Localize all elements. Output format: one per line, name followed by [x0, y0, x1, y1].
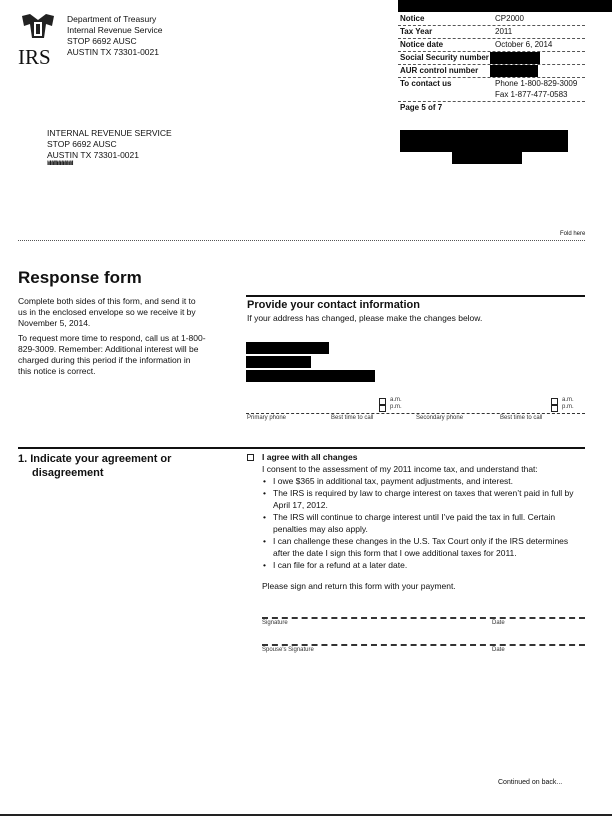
am-checkbox[interactable]: [379, 398, 386, 405]
section-divider: [18, 447, 585, 449]
page-number: Page 5 of 7: [400, 103, 443, 112]
list-item: • I can challenge these changes in the U.S. Tax Court only if the IRS determines after the date I sign this form that I owe additional taxes for 2011.: [262, 535, 587, 559]
continued-note: Continued on back...: [498, 779, 563, 786]
secondary-phone-label: Secondary phone: [416, 415, 464, 421]
signature-label: Signature: [262, 620, 288, 626]
am-label: a.m.: [390, 397, 402, 403]
fold-label: Fold here: [560, 231, 586, 237]
primary-phone-label: Primary phone: [247, 415, 287, 421]
list-item: • I can file for a refund at a later date.: [262, 559, 587, 571]
redacted-address[interactable]: [246, 356, 311, 368]
date-label: Date: [492, 647, 505, 653]
phone-line[interactable]: [246, 413, 585, 414]
date-label: Date: [492, 620, 505, 626]
signature-line[interactable]: [262, 617, 585, 619]
table-row: To contact us Phone 1-800-829-3009 Fax 1-877-477-0583: [398, 78, 585, 102]
spouse-signature-line[interactable]: [262, 644, 585, 646]
pm-checkbox[interactable]: [551, 405, 558, 412]
redacted-address[interactable]: [246, 370, 375, 382]
instructions: Complete both sides of this form, and send it to us in the enclosed envelope so we receive it by November 5, 2014. To request more time to respond, call us at 1-800-829-3009. Remember: Additional interest will be charged during this period if the information in this notice is correct.: [18, 296, 206, 376]
pm-label: p.m.: [562, 404, 574, 410]
list-item: • The IRS is required by law to charge interest on taxes that weren’t paid in full by April 17, 2012.: [262, 487, 587, 511]
best-time-label: Best time to call: [500, 415, 543, 421]
return-address: INTERNAL REVENUE SERVICE STOP 6692 AUSC AUSTIN TX 73301-0021 ǀıǀıǀǀıǀǀǀıǀǀǀǀǀıǀıǀǀıǀıǀǀıǀıǀǀǀıǀǀıǀıǀǀıǀǀ: [47, 128, 172, 167]
redacted-address[interactable]: [246, 342, 329, 354]
table-row: Notice date October 6, 2014: [398, 39, 585, 52]
sender-address: Department of Treasury Internal Revenue Service STOP 6692 AUSC AUSTIN TX 73301-0021: [67, 14, 163, 57]
list-item: • The IRS will continue to charge interest until I’ve paid the tax in full. Certain penalties may also apply.: [262, 511, 587, 535]
table-row: AUR control number: [398, 65, 585, 78]
postal-barcode: ǀıǀıǀǀıǀǀǀıǀǀǀǀǀıǀıǀǀıǀıǀǀıǀıǀǀǀıǀǀıǀıǀǀıǀǀ: [47, 161, 73, 167]
irs-logo: IRS: [18, 12, 58, 66]
table-row: Tax Year 2011: [398, 26, 585, 39]
pm-checkbox[interactable]: [379, 405, 386, 412]
page-bottom-line: [0, 814, 612, 816]
best-time-label: Best time to call: [331, 415, 374, 421]
redacted-recipient: [400, 130, 568, 152]
contact-subtitle: If your address has changed, please make the changes below.: [247, 313, 483, 323]
table-row: Social Security number: [398, 52, 585, 65]
fold-line: [18, 240, 585, 241]
pm-label: p.m.: [390, 404, 402, 410]
agree-checkbox[interactable]: [247, 454, 254, 461]
am-checkbox[interactable]: [551, 398, 558, 405]
section-divider: [246, 295, 585, 297]
agree-option: I agree with all changes I consent to the assessment of my 2011 income tax, and understand that: • I owe $365 in additional tax, payment adjustments, and interest. • The IRS is required by law to charge interest on taxes that weren’t paid in full by April 17, 2012. • The IRS will continue to charge interest until I’ve paid the tax in full. Certain penalties may also apply. • I can challenge these changes in the U.S. Tax Court only if the IRS determines after the date I sign this form that I owe additional taxes for 2011. • I can file for a refund at a later date. Please sign and return this form with your payment.: [262, 451, 587, 592]
redacted-ssn: [490, 52, 540, 64]
contact-title: Provide your contact information: [247, 299, 420, 311]
redacted-header: [398, 0, 612, 12]
spouse-signature-label: Spouse's Signature: [262, 647, 314, 653]
redacted-recipient: [452, 152, 522, 164]
list-item: • I owe $365 in additional tax, payment adjustments, and interest.: [262, 475, 587, 487]
redacted-aur: [490, 65, 538, 77]
page-title: Response form: [18, 268, 142, 287]
terms-list: [262, 475, 587, 571]
table-row: Notice CP2000: [398, 13, 585, 26]
section-title: 1. Indicate your agreement or disagreement: [18, 453, 172, 479]
am-label: a.m.: [562, 397, 574, 403]
eagle-icon: [18, 12, 58, 44]
